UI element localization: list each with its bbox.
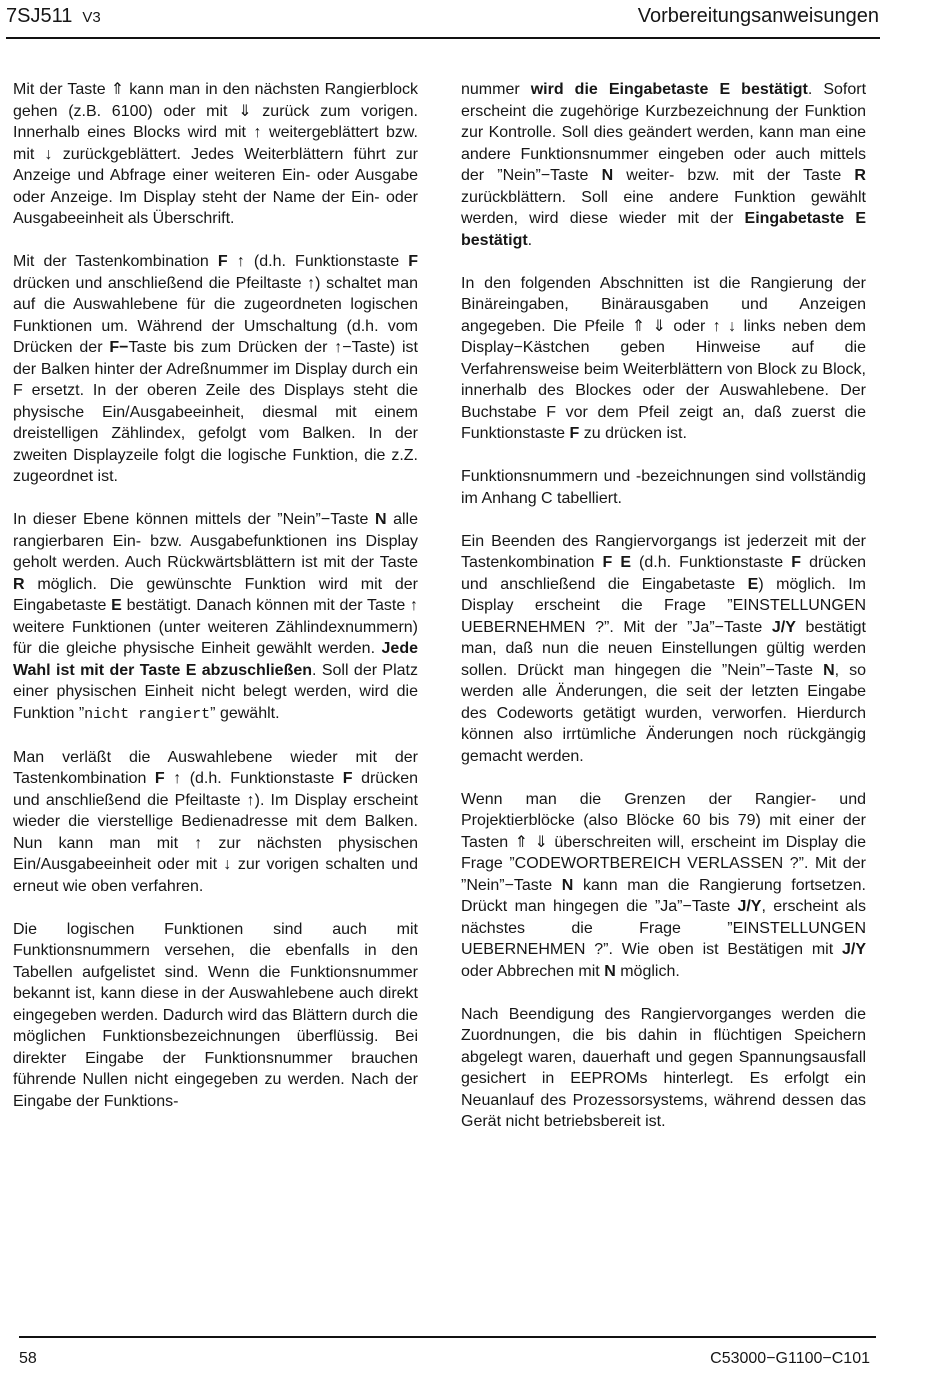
code-text: nicht rangiert — [84, 705, 211, 723]
key-label: N — [601, 167, 614, 184]
key-label: R — [13, 575, 25, 593]
right-column — [461, 79, 866, 1154]
key-label: F− — [109, 339, 129, 356]
emphasis: Eingabetaste E bestätigt — [461, 210, 867, 249]
text-run: Man verläßt die Auswahlebene wieder mit der Tastenkombination — [13, 748, 418, 787]
text-run: nummer — [461, 81, 531, 98]
key-label: F — [569, 425, 580, 442]
key-label: J/Y — [841, 941, 866, 958]
paragraph — [13, 251, 418, 488]
text-run: drücken und anschließend die Eingabetaste — [461, 554, 867, 593]
key-label: N — [823, 661, 835, 679]
text-run: ↑ (d.h. Funktionstaste — [164, 770, 343, 787]
text-run: In den folgenden Abschnitten ist die Rangierung der Binäreingaben, Binärausgaben und Anzeigen angegeben. Die Pfeile ⇑ ⇓ oder ↑ ↓ links neben dem Display−Kästchen geben Hinweise auf die Verfahrensweise beim Weiterblättern von Block zu Block, innerhalb des Blockes oder der Auswahlebene. Der Buchstabe F vor dem Pfeil zeigt an, daß zuerst die Funktionstaste — [461, 274, 866, 442]
paragraph: Mit der Taste ⇑ kann man in den nächsten Rangierblock gehen (z.B. 6100) oder mit ⇓ zurück zum vorigen. Innerhalb eines Blocks wird mit ↑ weitergeblättert bzw. mit ↓ zurückgeblättert. Jedes Weiterblättern führt zur Anzeige und Abfrage einer weiteren Ein- oder Ausgabe oder Anzeige. Im Display steht der Name der Ein- oder Ausgabeeinheit als Überschrift. — [13, 81, 418, 227]
text-run: zu drücken ist. — [579, 425, 687, 442]
paragraph — [13, 747, 418, 898]
text-run: ) möglich. Im Display erscheint die Frage ”EINSTELLUNGEN UEBERNEHMEN ?”. Mit der ”Ja”−Taste — [461, 575, 866, 636]
text-run: ” gewählt. — [210, 704, 280, 722]
text-run: (d.h. Funktionstaste — [631, 554, 792, 571]
key-label: R — [854, 167, 866, 184]
header-rule — [6, 37, 880, 39]
text-run: , erscheint als nächstes die Frage ”EINSTELLUNGEN UEBERNEHMEN ?”. Wie oben ist Bestätigen mit — [461, 898, 866, 958]
text-run: drücken und anschließend die Pfeiltaste ↑) schaltet man auf die Auswahlebene für die zugeordneten logischen Funktionen um. Während der Umschaltung (d.h. vom Drücken der — [13, 274, 418, 356]
text-run: kann man die Rangierung fortsetzen. Drückt man hingegen die ”Ja”−Taste — [461, 876, 867, 915]
paragraph — [461, 789, 866, 983]
section-title: Vorbereitungsanweisungen — [637, 5, 879, 27]
text-run: oder Abbrechen mit — [461, 962, 605, 980]
paragraph — [461, 79, 866, 251]
text-run: ↑ (d.h. Funktionstaste — [227, 253, 409, 270]
page-number: 58 — [19, 1350, 37, 1367]
text-run: In dieser Ebene können mittels der ”Nein”−Taste — [13, 511, 375, 528]
model-name: 7SJ511 — [6, 5, 73, 27]
text-run: , so werden alle Änderungen, die seit der letzten Eingabe des Codeworts getätigt wurden, verworfen. Hierdurch können also irrtümliche Änderungen noch rückgängig gemacht werden. — [461, 661, 866, 765]
key-label: F E — [602, 554, 631, 571]
key-label: F — [217, 253, 228, 270]
text-run: . Soll der Platz einer physischen Einheit nicht belegt werden, wird die Funktion ” — [13, 661, 418, 722]
left-column — [13, 79, 418, 1134]
text-run: . — [527, 231, 533, 249]
page-header-model — [6, 4, 101, 30]
paragraph — [13, 509, 418, 725]
text-run: zurückblättern. Soll eine andere Funktion gewählt werden, wird diese wieder mit der — [461, 188, 866, 227]
text-run: weiter- bzw. mit der Taste — [613, 167, 855, 184]
key-label: F — [791, 554, 802, 571]
key-label: E — [747, 575, 759, 593]
paragraph: Die logischen Funktionen sind auch mit Funktionsnummern versehen, die ebenfalls in den Tabellen aufgelistet sind. Wenn die Funktionsnummer bekannt ist, kann diese in der Auswahlebene auch direkt eingegeben werden. Dadurch wird das Blättern durch die möglichen Funktionsbezeichnungen überflüssig. Bei direkter Eingabe der Funktionsnummer brauchen führende Nullen nicht eingegeben zu werden. Nach der Eingabe der Funktions- — [13, 920, 418, 1110]
text-run: möglich. — [615, 962, 680, 980]
text-run: alle rangierbaren Ein- bzw. Ausgabefunktionen ins Display geholt werden. Auch Rückwärtsblättern ist mit der Taste — [13, 511, 418, 571]
key-label: J/Y — [771, 618, 796, 636]
text-run: Taste bis zum Drücken der ↑−Taste) ist der Balken hinter der Adreßnummer im Display durch ein F ersetzt. In der oberen Zeile des Displays steht die physische Ein/Ausgabeeinheit, diesmal mit einem dreistelligen Zählindex, gefolgt vom Balken. In der zweiten Displayzeile folgt die logische Funktion, die z.Z. zugeordnet ist. — [13, 339, 418, 485]
paragraph — [461, 531, 866, 768]
paragraph: Nach Beendigung des Rangiervorganges werden die Zuordnungen, die bis dahin in flüchtigen Speichern abgelegt waren, dauerhaft und gegen Spannungsausfall gesichert in EEPROMs hinterlegt. Es erfolgt ein Neuanlauf des Prozessorsystems, während dessen das Gerät nicht betriebsbereit ist. — [461, 1005, 866, 1130]
paragraph — [461, 273, 866, 445]
paragraph: Funktionsnummern und -bezeichnungen sind vollständig im Anhang C tabelliert. — [461, 468, 866, 507]
document-number: C53000−G1100−C101 — [710, 1350, 870, 1367]
key-label: F — [154, 770, 165, 787]
key-label: N — [561, 876, 574, 894]
text-run: drücken und anschließend die Pfeiltaste ↑). Im Display erscheint wieder die vierstellige Bedienadresse mit dem Balken. Nun kann man mit ↑ zur nächsten physischen Ein/Ausgabeeinheit oder mit ↓ zur vorigen schalten und erneut wie oben verfahren. — [13, 770, 419, 895]
text-run: möglich. Die gewünschte Funktion wird mit der Eingabetaste — [13, 575, 418, 614]
key-label: J/Y — [737, 898, 762, 915]
text-run: bestätigt. Danach können mit der Taste ↑ weitere Funktionen (unter weiteren Zählindexnummern) für die gleiche physische Einheit gewählt werden. — [13, 597, 418, 657]
key-label: E — [111, 597, 122, 614]
emphasis: Jede Wahl ist mit der Taste E abzuschließen — [13, 640, 418, 679]
key-label: F — [408, 253, 418, 270]
text-run: bestätigt man, daß nun die neuen Einstellungen gültig werden sollen. Drückt man hingegen die ”Nein”−Taste — [461, 618, 867, 679]
key-label: F — [342, 770, 353, 787]
key-label: N — [604, 962, 616, 980]
version-label: V3 — [82, 9, 101, 26]
text-run: Wenn man die Grenzen der Rangier- und Projektierblöcke (also Blöcke 60 bis 79) mit einer der Tasten ⇑ ⇓ überschreiten will, erscheint im Display die Frage ”CODEWORTBEREICH VERLASSEN ?”. Mit der ”Nein”−Taste — [461, 790, 866, 894]
footer-rule — [19, 1336, 876, 1338]
text-run: Ein Beenden des Rangiervorgangs ist jederzeit mit der Tastenkombination — [461, 532, 866, 571]
emphasis: wird die Eingabetaste E bestätigt — [530, 81, 808, 98]
key-label: N — [374, 511, 387, 528]
text-run: Mit der Tastenkombination — [13, 253, 218, 270]
text-run: . Sofort erscheint die zugehörige Kurzbezeichnung der Funktion zur Kontrolle. Soll dies geändert werden, kann man eine andere Funktionsnummer eingeben oder auch mittels der ”Nein”−Taste — [461, 81, 867, 184]
